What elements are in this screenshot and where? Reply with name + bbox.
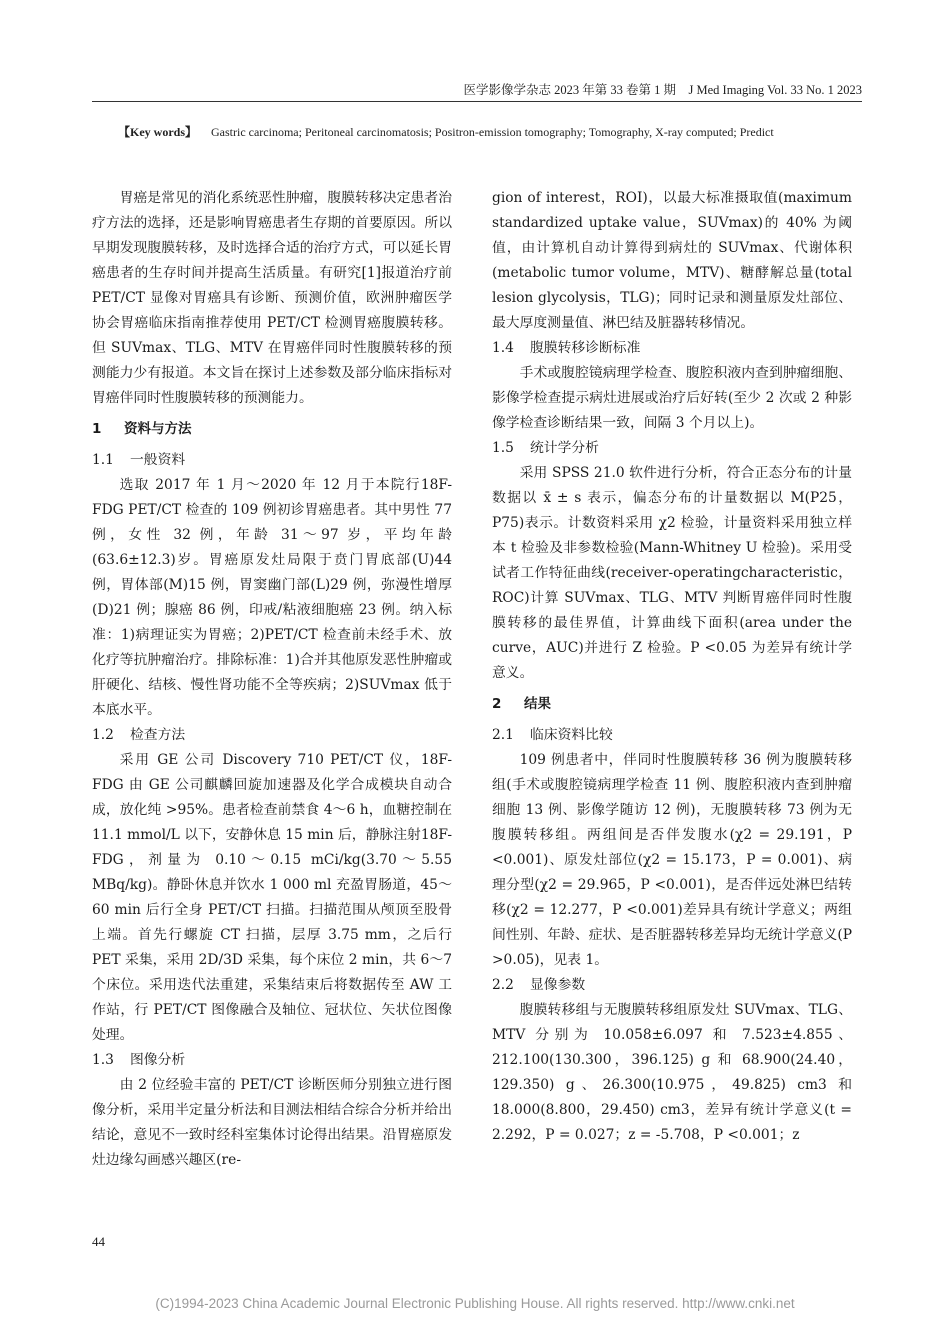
subsection-title: 一般资料 (130, 452, 186, 468)
subsection-number: 2.1 (492, 727, 514, 743)
subsection-heading-1-5 (492, 436, 852, 461)
imaging-parameters-paragraph: 腹膜转移组与无腹膜转移组原发灶 SUVmax、TLG、MTV 分别为 10.058±6.097 和 7.523±4.855、212.100(130.300，396.125) g 和 68.900(24.40，129.350) g、26.300(10.975，49.825) cm3 和 18.000(8.800，29.450) cm3，差异有统计学意义(t = 2.292，P = 0.027；z = -5.708，P <0.001；z (492, 1002, 852, 1143)
copyright-footer: (C)1994-2023 China Academic Journal Electronic Publishing House. All rights reserved. http://www.cnki.net (155, 1296, 795, 1311)
subsection-heading-1-4 (492, 336, 852, 361)
subsection-title: 图像分析 (130, 1052, 186, 1068)
statistics-paragraph: 采用 SPSS 21.0 软件进行分析，符合正态分布的计量数据以 x̄ ± s 表示，偏态分布的计量数据以 M(P25，P75)表示。计数资料采用 χ2 检验，计量资料采用独立样本 t 检验及非参数检验(Mann-Whitney U 检验)。采用受试者工作特征曲线(receiver-operatingcharacteristic，ROC)计算 SUVmax、TLG、MTV 判断胃癌伴同时性腹膜转移的最佳界值，计算曲线下面积(area under the curve，AUC)并进行 Z 检验。P <0.05 为差异有统计学意义。 (492, 465, 852, 681)
keywords-label: 【Key words】 (118, 125, 197, 139)
image-analysis-continued: gion of interest，ROI)，以最大标准摄取值(maximum standardized uptake value，SUVmax)的 40% 为阈值，由计算机自动计算得到病灶的 SUVmax、代谢体积(metabolic tumor volume，MTV)、糖酵解总量(total lesion glycolysis，TLG)；同时记录和测量原发灶部位、最大厚度测量值、淋巴结及脏器转移情况。 (492, 190, 852, 331)
keywords-block (118, 120, 862, 144)
clinical-comparison-paragraph: 109 例患者中，伴同时性腹膜转移 36 例为腹膜转移组(手术或腹腔镜病理学检查 11 例、腹腔积液内查到肿瘤细胞 13 例、影像学随访 12 例)，无腹膜转移 73 例为无腹膜转移组。两组间是否伴发腹水(χ2 = 29.191，P <0.001)、原发灶部位(χ2 = 15.173，P = 0.001)、病理分型(χ2 = 29.965，P <0.001)，是否伴远处淋巴结转移(χ2 = 12.277，P <0.001)差异具有统计学意义；两组间性别、年龄、症状、是否脏器转移差异均无统计学意义(P >0.05)，见表 1。 (492, 752, 852, 968)
section-heading-2 (492, 692, 852, 717)
subsection-title: 腹膜转移诊断标准 (530, 340, 641, 356)
exam-method-paragraph: 采用 GE 公司 Discovery 710 PET/CT 仪，18F-FDG 由 GE 公司麒麟回旋加速器及化学合成模块自动合成，放化纯 >95%。患者检查前禁食 4～6 h，血糖控制在 11.1 mmol/L 以下，安静休息 15 min 后，静脉注射18F-FDG，剂量为 0.10～0.15 mCi/kg(3.70～5.55 MBq/kg)。静卧休息并饮水 1 000 ml 充盈胃肠道，45～60 min 后行全身 PET/CT 扫描。扫描范围从颅顶至股骨上端。首先行螺旋 CT 扫描，层厚 3.75 mm，之后行 PET 采集，采用 2D/3D 采集，每个床位 2 min，共 6～7 个床位。采用迭代法重建，采集结束后将数据传至 AW 工作站，行 PET/CT 图像融合及轴位、冠状位、矢状位图像处理。 (92, 752, 452, 1043)
image-analysis-paragraph: 由 2 位经验丰富的 PET/CT 诊断医师分别独立进行图像分析，采用半定量分析法和目测法相结合综合分析并给出结论，意见不一致时经科室集体讨论得出结果。沿胃癌原发灶边缘勾画感兴趣区(re- (92, 1077, 452, 1168)
running-header: 医学影像学杂志 2023 年第 33 卷第 1 期 J Med Imaging Vol. 33 No. 1 2023 (463, 83, 862, 97)
general-data-paragraph: 选取 2017 年 1 月～2020 年 12 月于本院行18F-FDG PET/CT 检查的 109 例初诊胃癌患者。其中男性 77 例，女性 32 例，年龄 31～97 岁，平均年龄(63.6±12.3)岁。胃癌原发灶局限于贲门胃底部(U)44 例，胃体部(M)15 例，胃窦幽门部(L)29 例，弥漫性增厚(D)21 例；腺癌 86 例，印戒/粘液细胞癌 23 例。纳入标准：1)病理证实为胃癌；2)PET/CT 检查前未经手术、放化疗等抗肿瘤治疗。排除标准：1)合并其他原发恶性肿瘤或肝硬化、结核、慢性肾功能不全等疾病；2)SUVmax 低于本底水平。 (92, 477, 452, 718)
left-column (92, 186, 452, 1173)
section-heading-1 (92, 417, 452, 442)
subsection-heading-1-3 (92, 1048, 452, 1073)
keywords-text: Gastric carcinoma; Peritoneal carcinomatosis; Positron-emission tomography; Tomography, X-ray computed; Predict (211, 125, 774, 139)
subsection-title: 统计学分析 (530, 440, 599, 456)
section-title: 资料与方法 (124, 421, 192, 437)
subsection-heading-2-2 (492, 973, 852, 998)
section-number: 2 (492, 696, 502, 712)
subsection-number: 1.4 (492, 340, 514, 356)
right-column (492, 186, 852, 1148)
subsection-number: 2.2 (492, 977, 514, 993)
subsection-heading-2-1 (492, 723, 852, 748)
header-divider (92, 101, 862, 102)
subsection-title: 显像参数 (530, 977, 586, 993)
subsection-number: 1.1 (92, 452, 114, 468)
subsection-number: 1.3 (92, 1052, 114, 1068)
page-number: 44 (92, 1234, 105, 1249)
subsection-title: 临床资料比较 (530, 727, 613, 743)
subsection-heading-1-1 (92, 448, 452, 473)
subsection-heading-1-2 (92, 723, 452, 748)
subsection-number: 1.5 (492, 440, 514, 456)
subsection-title: 检查方法 (130, 727, 186, 743)
diagnosis-criteria-paragraph: 手术或腹腔镜病理学检查、腹腔积液内查到肿瘤细胞、影像学检查提示病灶进展或治疗后好转(至少 2 次或 2 种影像学检查诊断结果一致，间隔 3 个月以上)。 (492, 365, 852, 431)
section-number: 1 (92, 421, 102, 437)
subsection-number: 1.2 (92, 727, 114, 743)
intro-paragraph: 胃癌是常见的消化系统恶性肿瘤，腹膜转移决定患者治疗方法的选择，还是影响胃癌患者生存期的首要原因。所以早期发现腹膜转移，及时选择合适的治疗方式，可以延长胃癌患者的生存时间并提高生活质量。有研究[1]报道治疗前 PET/CT 显像对胃癌具有诊断、预测价值，欧洲肿瘤医学协会胃癌临床指南推荐使用 PET/CT 检测胃癌腹膜转移。但 SUVmax、TLG、MTV 在胃癌伴同时性腹膜转移的预测能力少有报道。本文旨在探讨上述参数及部分临床指标对胃癌伴同时性腹膜转移的预测能力。 (92, 190, 452, 406)
section-title: 结果 (524, 696, 551, 712)
